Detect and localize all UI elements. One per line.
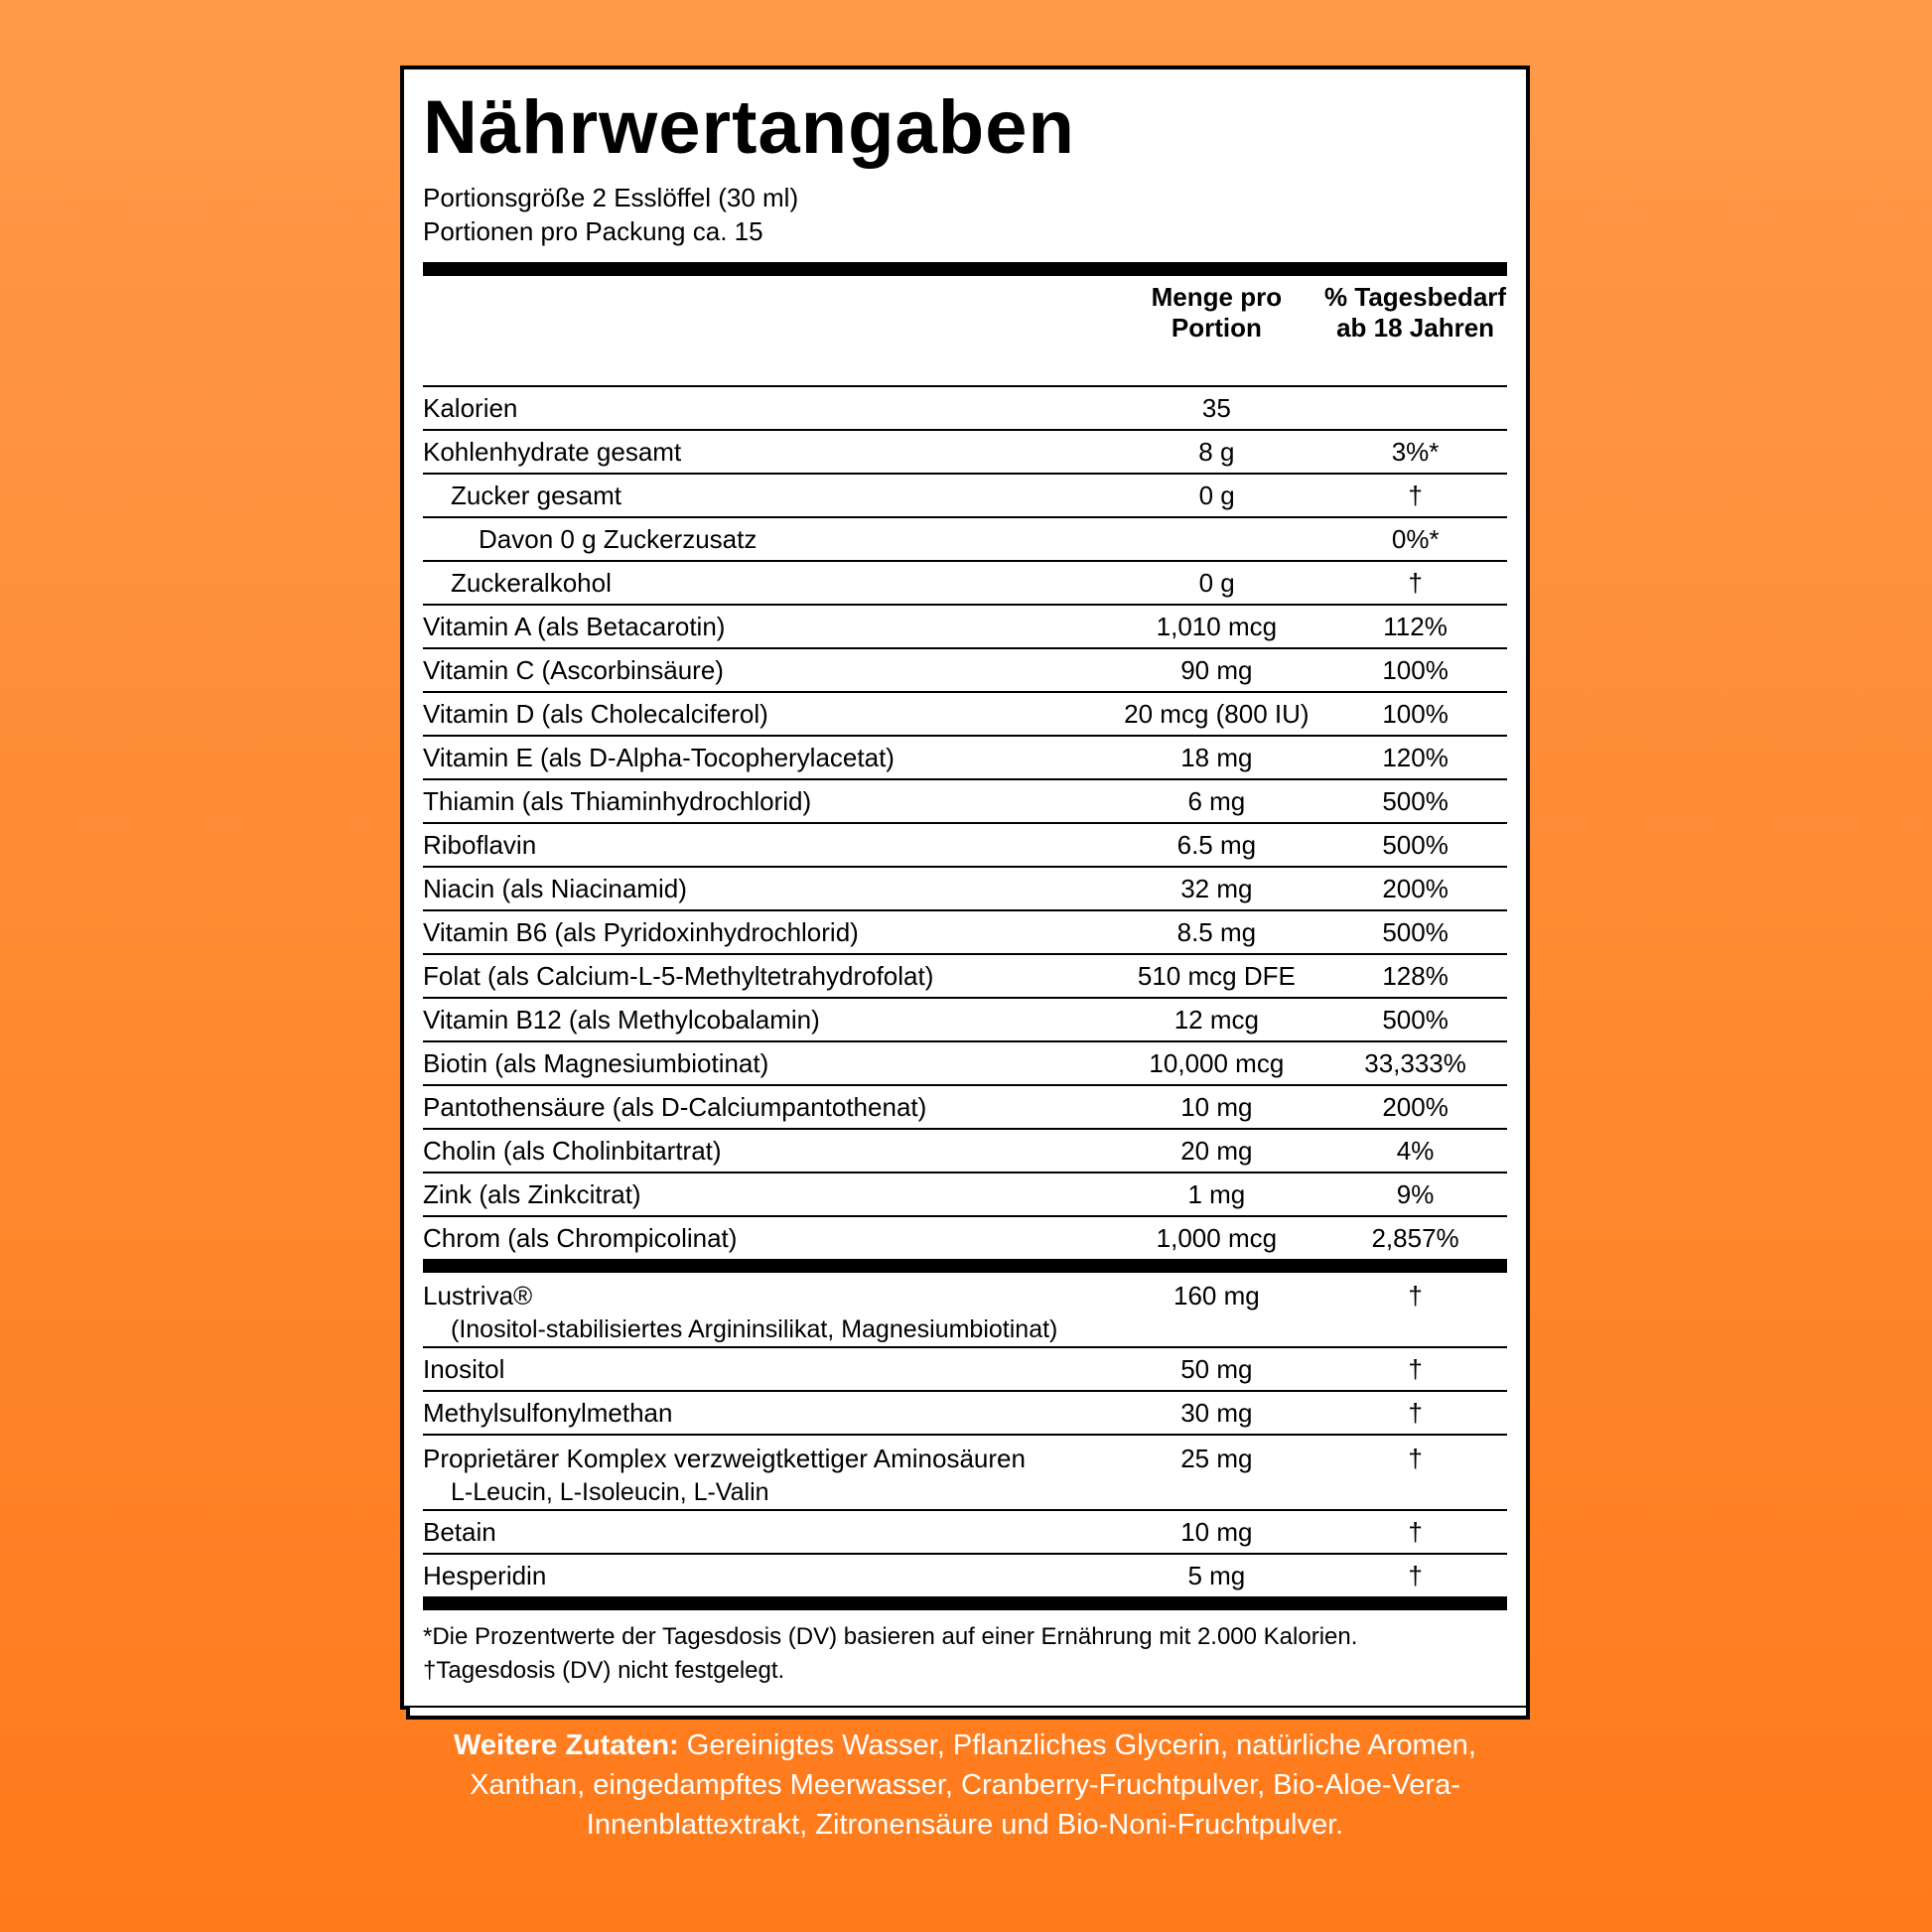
label-bottom-edge [406, 1708, 1530, 1720]
footnote-dagger: †Tagesdosis (DV) nicht festgelegt. [423, 1657, 785, 1684]
ingredients-label: Weitere Zutaten: [454, 1729, 679, 1761]
footnote-dv: *Die Prozentwerte der Tagesdosis (DV) basieren auf einer Ernährung mit 2.000 Kalorien. [423, 1623, 1358, 1650]
other-ingredients-table [423, 1273, 1507, 1596]
table-row: Methylsulfonylmethan 30 mg † [423, 1392, 1507, 1436]
table-row: Riboflavin 6.5 mg 500% [423, 824, 1507, 868]
table-row: Chrom (als Chrompicolinat) 1,000 mcg 2,857% [423, 1222, 1459, 1253]
thick-divider [423, 1596, 1507, 1610]
serving-size: Portionsgröße 2 Esslöffel (30 ml) [423, 183, 799, 212]
table-row: Zucker gesamt 0 g † [423, 475, 1507, 518]
table-row: Biotin (als Magnesiumbiotinat) 10,000 mcg 33,333% [423, 1042, 1507, 1086]
table-row: Vitamin D (als Cholecalciferol) 20 mcg (800 IU) 100% [423, 693, 1507, 737]
servings-per-pack: Portionen pro Packung ca. 15 [423, 216, 763, 246]
ingredients-text [400, 1725, 1530, 1845]
nutrition-label [400, 66, 1530, 1710]
table-row: Folat (als Calcium-L-5-Methyltetrahydrofolat) 510 mcg DFE 128% [423, 955, 1507, 999]
footnotes [423, 1620, 1507, 1688]
label-title: Nährwertangaben [423, 85, 1075, 170]
table-row: Kalorien 35 [423, 387, 1507, 431]
table-row: Pantothensäure (als D-Calciumpantothenat) 10 mg 200% [423, 1086, 1507, 1130]
table-row: Betain 10 mg † [423, 1511, 1507, 1555]
table-row: Zuckeralkohol 0 g † [423, 562, 1507, 606]
thick-divider [423, 262, 1507, 276]
table-header [423, 276, 1507, 387]
table-row: Zink (als Zinkcitrat) 1 mg 9% [423, 1173, 1507, 1217]
table-row: Vitamin E (als D-Alpha-Tocopherylacetat) 18 mg 120% [423, 737, 1507, 780]
table-row: Vitamin B6 (als Pyridoxinhydrochlorid) 8.5 mg 500% [423, 911, 1507, 955]
table-row: Inositol 50 mg † [423, 1348, 1507, 1392]
table-row: Hesperidin 5 mg † [423, 1560, 1423, 1590]
table-row: Cholin (als Cholinbitartrat) 20 mg 4% [423, 1130, 1507, 1173]
serving-info [423, 181, 1507, 248]
table-row: Kohlenhydrate gesamt 8 g 3%* [423, 431, 1507, 475]
nutrient-table [423, 387, 1507, 1259]
ingredients-list: Gereinigtes Wasser, Pflanzliches Glycerin, natürliche Aromen, Xanthan, eingedampftes Meerwasser, Cranberry-Fruchtpulver, Bio-Aloe-Vera-Innenblattextrakt, Zitronensäure und Bio-Noni-Fruchtpulver. [470, 1729, 1476, 1841]
table-row: Vitamin A (als Betacarotin) 1,010 mcg 112% [423, 606, 1507, 649]
table-row: Vitamin B12 (als Methylcobalamin) 12 mcg 500% [423, 999, 1507, 1042]
table-row: Vitamin C (Ascorbinsäure) 90 mg 100% [423, 649, 1507, 693]
table-row: Proprietärer Komplex verzweigtkettiger Aminosäuren L-Leucin, L-Isoleucin, L-Valin 25 mg † [423, 1436, 1507, 1511]
table-row: Thiamin (als Thiaminhydrochlorid) 6 mg 500% [423, 780, 1507, 824]
header-dv: % Tagesbedarf ab 18 Jahren [1324, 282, 1507, 343]
table-row: Davon 0 g Zuckerzusatz 0%* [423, 518, 1507, 562]
table-row: Lustriva® (Inositol-stabilisiertes Argininsilikat, Magnesiumbiotinat) 160 mg † [423, 1273, 1507, 1348]
table-row: Niacin (als Niacinamid) 32 mg 200% [423, 868, 1507, 911]
thick-divider [423, 1259, 1507, 1273]
header-amount: Menge pro Portion [1151, 282, 1283, 343]
